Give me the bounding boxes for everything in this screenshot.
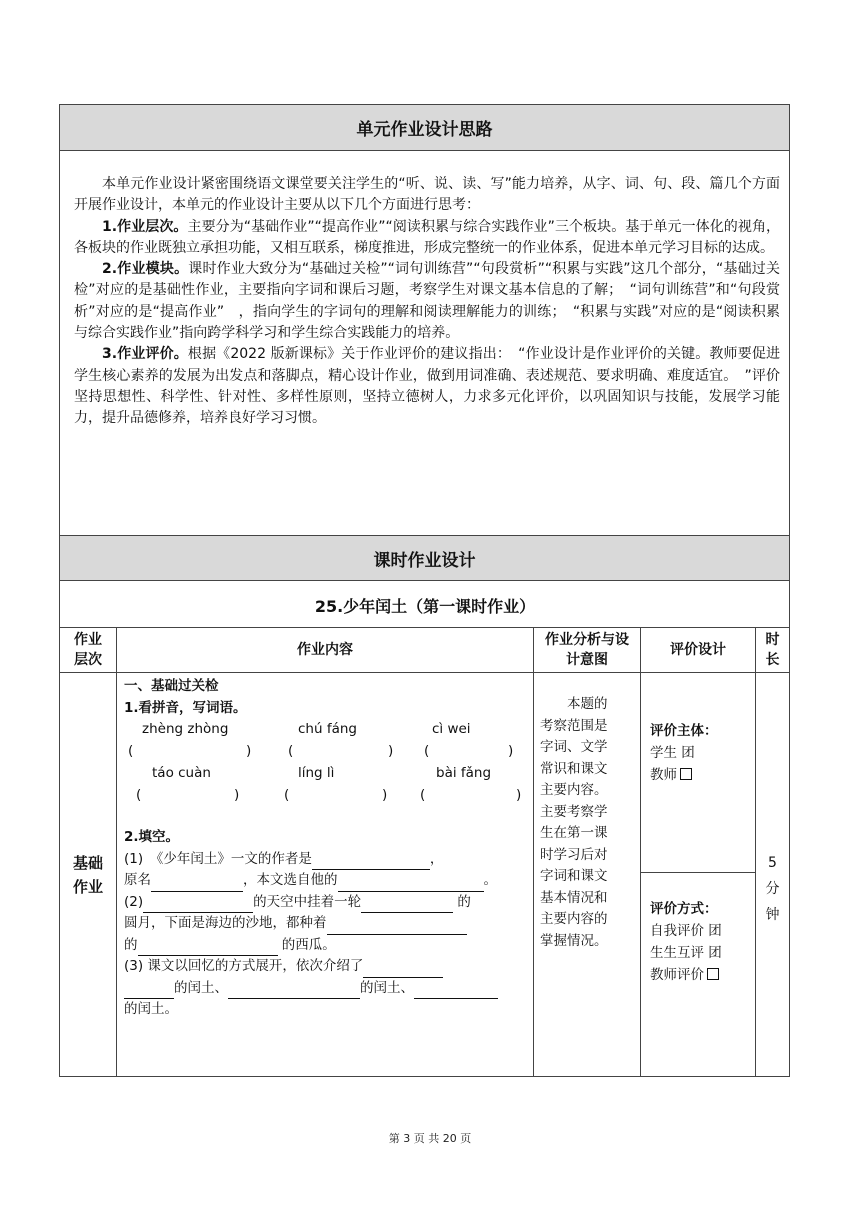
duration-value: 5 — [768, 855, 777, 871]
page-number: 第 3 页 共 20 页 — [388, 1132, 472, 1145]
answer-row-2 — [124, 785, 532, 807]
duration-unit: 分 — [765, 881, 780, 897]
question-text: 的西瓜。 — [277, 936, 336, 953]
answer-blank[interactable] — [228, 982, 360, 999]
analysis-line: 字词、文学 — [540, 739, 608, 755]
pinyin-text: bài fǎng — [436, 765, 492, 781]
column-header-analysis — [534, 628, 640, 672]
evaluation-subject-student — [650, 742, 750, 764]
analysis-line: 主要内容。 — [540, 782, 608, 798]
fill-blank-2 — [124, 892, 532, 957]
paren: ( — [128, 743, 134, 759]
answer-blank[interactable] — [143, 896, 253, 913]
analysis-line: 常识和课文 — [540, 760, 608, 777]
answer-blank[interactable] — [338, 875, 484, 892]
question-text: 的天空中挂着一轮 — [253, 893, 362, 910]
lesson-title-text: 25.少年闰土（第一课时作业） — [314, 596, 536, 616]
section-header-lesson-design — [60, 536, 789, 581]
column-header-content — [117, 628, 533, 672]
evaluation-method-title: 评价方式： — [650, 901, 718, 917]
paren: ) — [234, 787, 240, 803]
paragraph-heading: 2.作业模块。 — [102, 261, 189, 278]
paren: ) — [508, 743, 514, 759]
evaluation-subject — [650, 720, 750, 786]
pinyin-text: táo cuàn — [152, 765, 211, 781]
answer-row-1 — [124, 741, 532, 763]
paragraph-heading: 3.作业评价。 — [102, 346, 188, 363]
intro-paragraph-1: 本单元作业设计紧密围绕语文课堂要关注学生的“听、说、读、写”能力培养，从字、词、句、段、篇几个方面开展作业设计，本单元的作业设计主要从以下几个方面进行思考： — [74, 176, 780, 214]
evaluation-method-peer — [650, 942, 754, 964]
section-title: 一、基础过关检 — [124, 678, 219, 694]
pinyin-text: zhèng zhòng — [142, 721, 229, 737]
header-text: 作业层次 — [74, 632, 102, 668]
question-text: (3) 课文以回忆的方式展开，依次介绍了 — [124, 958, 364, 974]
answer-blank[interactable] — [124, 982, 174, 999]
paragraph-body: 根据《2022 版新课标》关于作业评价的建议指出： “作业设计是作业评价的关键。教师要促进学生核心素养的发展为出发点和落脚点，精心设计作业，做到用词准确、表述规范、要求明确、难度适宜。 ”评价坚持思想性、科学性、针对性、多样性原则，坚持立德树人，力求多元化评价，以巩固知识与技能，发展学习能力，提升品德修养，培养良好学习习惯。 — [74, 346, 780, 427]
paren: ( — [136, 787, 142, 803]
column-header-duration — [756, 628, 789, 672]
divider — [60, 672, 789, 673]
question-text: 圆月，下面是海边的沙地，都种着 — [124, 915, 327, 931]
question-text: 。 — [483, 872, 497, 888]
analysis-line: 生在第一课 — [540, 825, 608, 841]
duration-unit: 钟 — [765, 907, 780, 923]
intro-paragraph-3 — [74, 259, 780, 344]
evaluation-item: 教师 — [650, 767, 677, 783]
fill-blank-1 — [124, 849, 532, 892]
pinyin-text: cì wei — [432, 721, 471, 737]
paren: ( — [420, 787, 426, 803]
pinyin-text: líng lì — [298, 765, 335, 781]
paren: ) — [382, 787, 388, 803]
page-footer — [0, 1130, 860, 1146]
paragraph-body: 课时作业大致分为“基础过关检”“词句训练营”“句段赏析”“积累与实践”这几个部分，“基础过关检”对应的是基础性作业，主要指向字词和课后习题，考察学生对课文基本信息的了解； “词句训练营”和“句段赏析”对应的是“提高作业” ，指向学生的字词句的理解和阅读理解能力的训练； “积累与实践”对应的是“阅读积累与综合实践作业”指向跨学科学习和学生综合实践能力的培养。 — [74, 261, 781, 342]
question-text: ， — [429, 850, 444, 867]
analysis-line: 基本情况和 — [540, 889, 608, 906]
analysis-cell — [540, 694, 632, 952]
question-2-title: 2.填空。 — [124, 829, 180, 845]
analysis-line: 主要考察学 — [540, 803, 608, 820]
question-text: 的 — [457, 893, 471, 910]
duration-cell — [756, 850, 789, 928]
evaluation-subject-teacher[interactable] — [650, 764, 750, 786]
answer-blank[interactable] — [327, 918, 467, 935]
column-divider — [533, 628, 534, 1076]
level-text: 基础作业 — [72, 853, 103, 896]
question-text: 的闰土、 — [360, 979, 414, 996]
paren: ( — [288, 743, 294, 759]
column-header-level — [60, 628, 116, 672]
answer-blank[interactable] — [361, 896, 453, 913]
paren: ) — [388, 743, 394, 759]
column-header-evaluation — [641, 628, 755, 672]
evaluation-item: 自我评价 团 — [650, 923, 722, 939]
question-text: (2) — [124, 893, 144, 910]
section-title: 单元作业设计思路 — [356, 120, 493, 140]
evaluation-item: 生生互评 团 — [650, 945, 722, 961]
column-divider — [640, 628, 641, 1076]
intro-paragraph-2 — [74, 217, 780, 260]
evaluation-item: 教师评价 — [650, 967, 704, 983]
header-text: 作业内容 — [297, 642, 353, 658]
analysis-line: 主要内容的 — [540, 911, 608, 927]
analysis-line: 时学习后对 — [540, 846, 608, 863]
intro-text — [74, 174, 780, 430]
checkbox-icon[interactable] — [707, 968, 719, 980]
paren: ) — [246, 743, 252, 759]
header-text: 时长 — [765, 632, 780, 668]
level-cell — [60, 673, 116, 1076]
question-text: (1) 《少年闰土》一文的作者是 — [124, 850, 312, 867]
evaluation-item: 学生 团 — [650, 745, 695, 761]
answer-blank[interactable] — [363, 961, 443, 978]
question-text: 的 — [124, 936, 138, 953]
question-text: 的闰土。 — [124, 1001, 178, 1017]
answer-blank[interactable] — [414, 982, 498, 999]
pinyin-text: chú fáng — [298, 721, 357, 737]
header-text: 评价设计 — [670, 642, 726, 658]
evaluation-subject-title: 评价主体： — [650, 723, 718, 739]
paragraph-body: 主要分为“基础作业”“提高作业”“阅读积累与综合实践作业”三个板块。基于单元一体化的视角，各板块的作业既独立承担功能，又相互联系，梯度推进，形成完整统一的作业体系，促进本单元学习目标的达成。 — [74, 218, 781, 256]
evaluation-divider — [641, 872, 755, 873]
evaluation-method — [650, 898, 754, 986]
question-1-title: 1.看拼音，写词语。 — [124, 699, 247, 716]
fill-blank-3 — [124, 956, 532, 1021]
pinyin-row-1 — [124, 719, 532, 741]
evaluation-method-teacher[interactable] — [650, 964, 754, 986]
question-text: 原名 — [124, 872, 151, 888]
content-cell — [124, 676, 532, 1021]
section-header-design-idea — [60, 105, 789, 151]
question-text: ，本文选自他的 — [243, 872, 338, 888]
intro-paragraph-4 — [74, 344, 780, 429]
paragraph-heading: 1.作业层次。 — [102, 218, 188, 235]
pinyin-row-2 — [124, 763, 532, 785]
evaluation-method-self — [650, 920, 754, 942]
analysis-line: 考察范围是 — [540, 717, 608, 734]
analysis-line: 掌握情况。 — [540, 932, 608, 949]
column-divider — [116, 628, 117, 1076]
answer-blank[interactable] — [151, 875, 243, 892]
paren: ( — [424, 743, 430, 759]
paren: ( — [284, 787, 290, 803]
paren: ) — [516, 787, 522, 803]
answer-blank[interactable] — [312, 853, 430, 870]
question-text: 的闰土、 — [174, 979, 228, 996]
analysis-line: 字词和课文 — [540, 868, 608, 884]
checkbox-icon[interactable] — [680, 768, 692, 780]
answer-blank[interactable] — [138, 939, 278, 956]
header-text: 作业分析与设计意图 — [545, 632, 629, 668]
lesson-title — [60, 582, 790, 628]
section-title: 课时作业设计 — [373, 550, 476, 571]
analysis-line: 本题的 — [567, 696, 608, 712]
